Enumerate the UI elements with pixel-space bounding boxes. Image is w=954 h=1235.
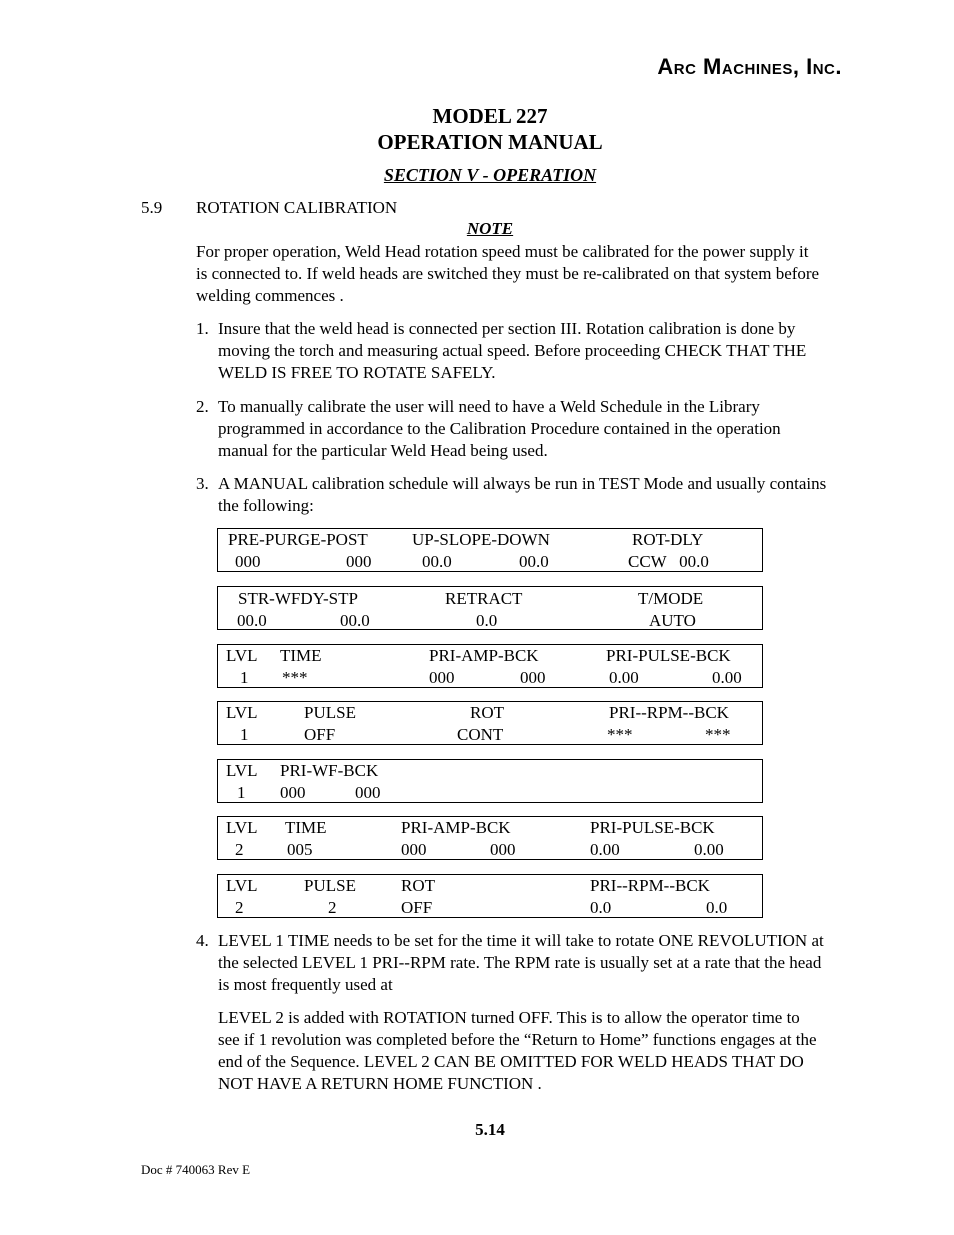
screen-header: PRI--RPM--BCK bbox=[609, 703, 729, 722]
step-text: LEVEL 1 TIME needs to be set for the time it will take to rotate ONE REVOLUTION at the selected LEVEL 1 PRI--RPM rate. The RPM rate is usually set at a rate that the head is most frequently used at bbox=[218, 931, 824, 994]
screen-header: PRE-PURGE-POST bbox=[228, 530, 368, 549]
page-number: 5.14 bbox=[475, 1120, 505, 1139]
screen-value: 1 bbox=[240, 668, 249, 687]
screen-value: 0.00 bbox=[590, 840, 620, 859]
screen-value: 0.0 bbox=[706, 898, 728, 917]
screen-value: CCW 00.0 bbox=[628, 552, 709, 571]
screen-header: PRI-AMP-BCK bbox=[429, 646, 539, 665]
screen-header: PRI--RPM--BCK bbox=[590, 876, 710, 895]
screen-value: 000 bbox=[346, 552, 372, 571]
company-logo: Arc Machines, Inc. bbox=[657, 54, 842, 79]
step-number: 2. bbox=[196, 397, 209, 416]
screen-value: 000 bbox=[490, 840, 516, 859]
screen-header: LVL bbox=[226, 703, 258, 722]
screen-header: UP-SLOPE-DOWN bbox=[412, 530, 550, 549]
screen-header: LVL bbox=[226, 646, 258, 665]
screen-header: PULSE bbox=[304, 703, 356, 722]
screen-box-1 bbox=[217, 528, 763, 572]
screen-header: LVL bbox=[226, 761, 258, 780]
section-heading: SECTION V - OPERATION bbox=[383, 165, 597, 185]
screen-value: 0.0 bbox=[476, 611, 498, 630]
screen-value: 0.00 bbox=[694, 840, 724, 859]
screen-value: 1 bbox=[237, 783, 246, 802]
screen-value: 000 bbox=[429, 668, 455, 687]
screen-value: 0.0 bbox=[590, 898, 612, 917]
screen-header: LVL bbox=[226, 876, 258, 895]
screen-header: RETRACT bbox=[445, 589, 523, 608]
screen-value: 0.00 bbox=[712, 668, 742, 687]
manual-title bbox=[0, 103, 954, 155]
screen-header: PRI-WF-BCK bbox=[280, 761, 379, 780]
screen-header: T/MODE bbox=[638, 589, 704, 608]
screen-value: *** bbox=[282, 668, 308, 687]
screen-header: PRI-PULSE-BCK bbox=[606, 646, 731, 665]
screen-value: 000 bbox=[401, 840, 427, 859]
note-label: NOTE bbox=[466, 219, 514, 238]
screen-header: LVL bbox=[226, 818, 258, 837]
step-text: To manually calibrate the user will need to have a Weld Schedule in the Library programmed in accordance to the Calibration Procedure contained in the operation manual for the particular Weld Head being used. bbox=[218, 397, 781, 460]
heading-number: 5.9 bbox=[141, 198, 163, 217]
screen-value: OFF bbox=[401, 898, 433, 917]
step-text: A MANUAL calibration schedule will always be run in TEST Mode and usually contains the following: bbox=[218, 474, 827, 515]
manual-subtitle: OPERATION MANUAL bbox=[377, 130, 603, 154]
screen-value: 00.0 bbox=[519, 552, 549, 571]
model-title: MODEL 227 bbox=[432, 104, 548, 128]
screen-value: AUTO bbox=[649, 611, 696, 630]
screen-value: 000 bbox=[280, 783, 306, 802]
screen-header: STR-WFDY-STP bbox=[238, 589, 358, 608]
screen-value: 2 bbox=[235, 898, 244, 917]
step-number: 1. bbox=[196, 319, 209, 338]
screen-value: CONT bbox=[457, 725, 504, 744]
screen-value: 000 bbox=[355, 783, 381, 802]
screen-value: 005 bbox=[287, 840, 313, 859]
screen-value: *** bbox=[607, 725, 633, 744]
screen-box-7 bbox=[217, 874, 763, 918]
screen-value: OFF bbox=[304, 725, 336, 744]
screen-header: ROT bbox=[470, 703, 504, 722]
screen-box-5 bbox=[217, 759, 763, 803]
screen-header: TIME bbox=[285, 818, 327, 837]
screen-header: TIME bbox=[280, 646, 322, 665]
screen-header: ROT bbox=[401, 876, 435, 895]
screen-value: 00.0 bbox=[340, 611, 370, 630]
note-text: For proper operation, Weld Head rotation speed must be calibrated for the power supply it is connected to. If weld heads are switched they must be re-calibrated on that system before welding commences . bbox=[196, 242, 820, 305]
screen-header: PRI-AMP-BCK bbox=[401, 818, 511, 837]
step-number: 4. bbox=[196, 931, 209, 950]
screen-value: 2 bbox=[328, 898, 337, 917]
heading-text: ROTATION CALIBRATION bbox=[196, 198, 398, 217]
screen-box-3 bbox=[217, 644, 763, 688]
step-number: 3. bbox=[196, 474, 209, 493]
screen-box-6 bbox=[217, 816, 763, 860]
step-text: Insure that the weld head is connected per section III. Rotation calibration is done by moving the torch and measuring actual speed. Before proceeding CHECK THAT THE WELD IS FREE TO ROTATE SAFELY. bbox=[218, 319, 807, 382]
screen-value: 00.0 bbox=[422, 552, 452, 571]
screen-header: PULSE bbox=[304, 876, 356, 895]
doc-number: Doc # 740063 Rev E bbox=[141, 1162, 251, 1177]
screen-value: 1 bbox=[240, 725, 249, 744]
screen-value: 00.0 bbox=[237, 611, 267, 630]
screen-value: *** bbox=[705, 725, 731, 744]
screen-header: PRI-PULSE-BCK bbox=[590, 818, 715, 837]
screen-header: ROT-DLY bbox=[632, 530, 704, 549]
screen-value: 000 bbox=[235, 552, 261, 571]
step-4-continuation: LEVEL 2 is added with ROTATION turned OFF. This is to allow the operator time to see if 1 revolution was completed before the “Return to Home” functions engages at the end of the Sequence. LEVEL 2 CAN BE OMITTED FOR WELD HEADS THAT DO NOT HAVE A RETURN HOME FUNCTION . bbox=[218, 1008, 817, 1093]
screen-box-4 bbox=[217, 701, 763, 745]
screen-value: 000 bbox=[520, 668, 546, 687]
screen-box-2 bbox=[217, 586, 763, 630]
screen-value: 2 bbox=[235, 840, 244, 859]
screen-value: 0.00 bbox=[609, 668, 639, 687]
